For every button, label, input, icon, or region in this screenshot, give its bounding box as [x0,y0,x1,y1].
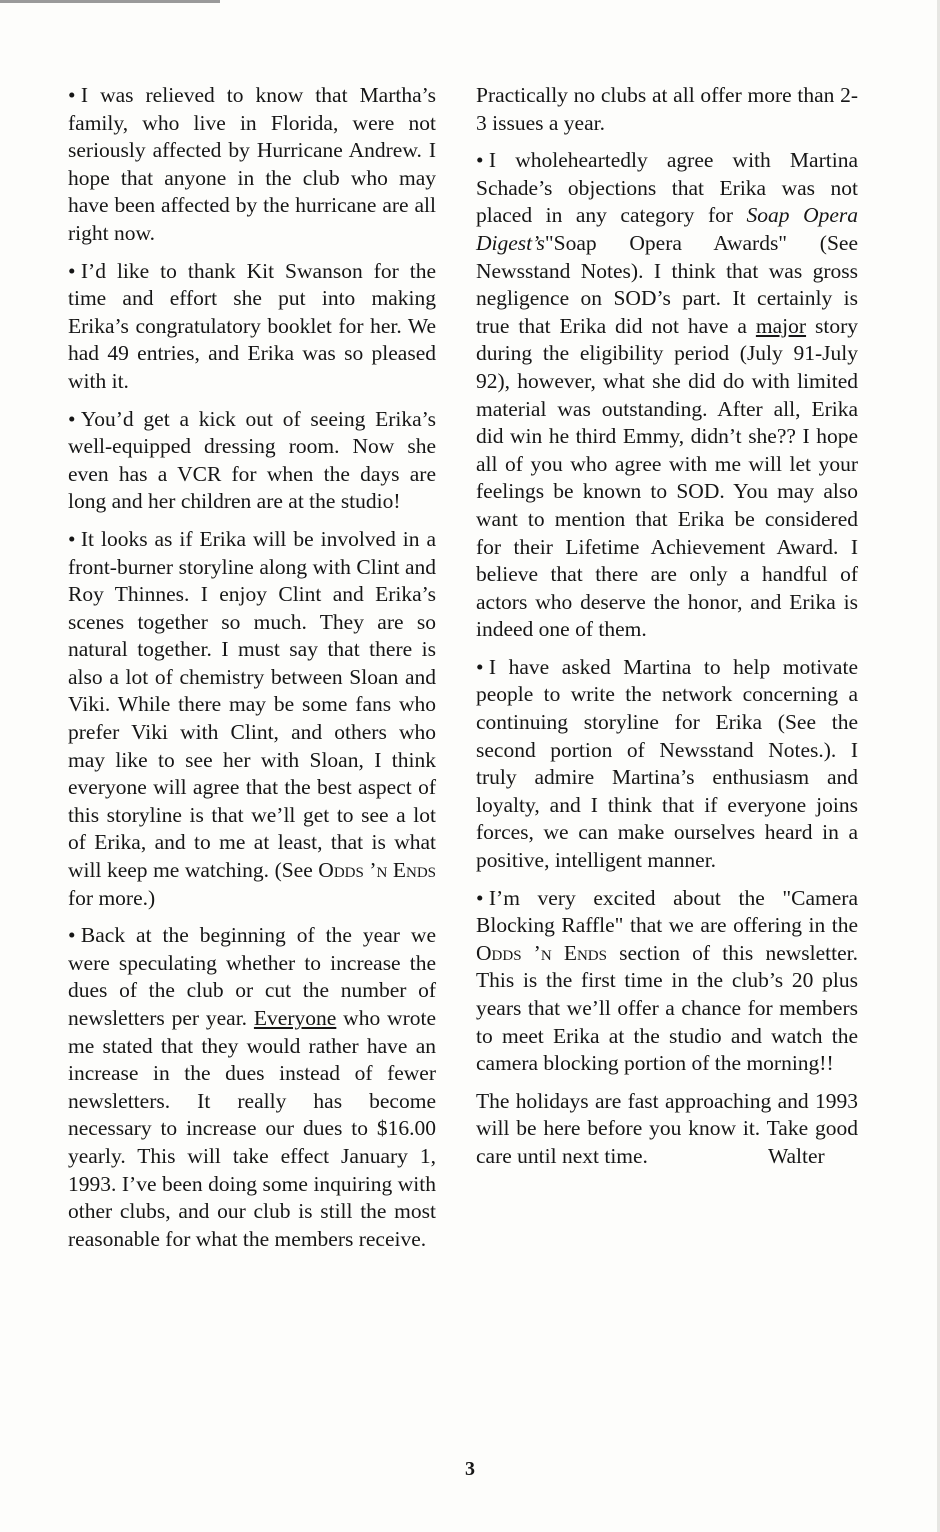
paragraph-text: Practically no clubs at all offer more than 2-3 issues a year. [476,83,858,135]
publication-title: Soap Opera Digest’s [476,203,859,255]
emphasized-word: major [755,313,807,338]
bullet-icon: • [68,526,76,551]
paragraph-text: for more.) [68,885,156,910]
bullet-icon: • [476,885,484,910]
paragraph-text: Back at the beginning of the year we were speculating whether to increase the dues of the club or cut the number of newsletters per year. [68,923,436,1030]
bullet-icon: • [68,258,76,283]
paragraph-text: I wholeheartedly agree with Martina Schade’s objections that Erika was not placed in any category for [476,148,858,228]
paragraph-text: section of this newsletter. This is the first time in the club’s 20 plus years that we’ll offer a chance for members to meet Erika at the studio and watch the camera blocking portion of the morning!! [476,940,858,1076]
bullet-icon: • [476,148,484,173]
paragraph-text: You’d get a kick out of seeing Erika’s well-equipped dressing room. Now she even has a VCR for when the days are long and her children are at the studio! [68,406,436,514]
paragraph-storyline [68,526,436,912]
bullet-icon: • [68,406,76,431]
page-number: 3 [465,1458,475,1480]
signature: Walter [767,1143,825,1168]
paragraph-text: It looks as if Erika will be involved in a front-burner storyline along with Clint and Roy Thinnes. I enjoy Clint and Erika’s scenes together so much. They are so natural together. I must say that there is also a lot of chemistry between Sloan and Viki. While there may be some fans who prefer Viki with Clint, and others who may like to see her with Sloan, I think everyone will agree that the best aspect of this storyline is that we’ll get to see a lot of Erika, and to me at least, that is what will keep me watching. (See [68,526,436,883]
paragraph-booklet [68,258,436,396]
paragraph-text: I was relieved to know that Martha’s family, who live in Florida, were not seriously affected by Hurricane Andrew. I hope that anyone in the club who may have been affected by the hurricane are all right now. [68,83,436,245]
paragraph-text: story during the eligibility period (July 91-July 92), however, what she did do with limited material was outstanding. After all, Erika did win he third Emmy, didn’t she?? I hope all of you who agree with me will let your feelings be known to SOD. You may also want to mention that Erika be considered for their Lifetime Achievement Award. I believe that there are only a handful of actors who deserve the honor, and Erika is indeed one of them. [476,313,858,642]
section-reference: Odds ’n Ends [318,858,437,883]
paragraph-dues [68,922,436,1253]
paragraph-text: I have asked Martina to help motivate people to write the network concerning a continuing storyline for Erika (See the second portion of Newsstand Notes.). I truly admire Martina’s enthusiasm and loyalty, and I think that if everyone joins forces, we can make ourselves heard in a positive, intelligent manner. [476,654,858,873]
paragraph-dressing-room [68,406,436,516]
emphasized-word: Everyone [253,1006,337,1030]
paragraph-text: I’d like to thank Kit Swanson for the time and effort she put into making Erika’s congratulatory booklet for her. We had 49 entries, and Erika was so pleased with it. [68,258,436,393]
section-reference: Odds ’n Ends [476,940,607,965]
bullet-icon: • [476,654,484,679]
paragraph-hurricane [68,82,436,248]
bullet-icon: • [68,83,76,107]
bullet-icon: • [68,923,76,948]
paragraph-text: "Soap Opera Awards" (See Newsstand Notes). I think that was gross negligence on SOD’s part. It certainly is true that Erika did not have a [476,230,858,338]
paragraph-sod-objections [476,147,858,644]
top-edge-rule [0,0,220,3]
paragraph-text: who wrote me stated that they would rather have an increase in the dues instead of fewer newsletters. It really has become necessary to increase our dues to $16.00 yearly. This will take effect January 1, 1993. I’ve been doing some inquiring with other clubs, and our club is still the most reasonable for what the members receive. [68,1006,436,1251]
paragraph-martina [476,654,858,875]
paragraph-continued [476,82,858,137]
left-column [68,82,436,1263]
paragraph-text: I’m very excited about the "Camera Blocking Raffle" that we are offering in the [476,885,858,938]
paragraph-text: The holidays are fast approaching and 1993 will be here before you know it. Take good care until next time. [476,1088,858,1168]
right-column [476,82,858,1181]
paragraph-raffle [476,885,858,1078]
paragraph-holidays [476,1088,858,1171]
